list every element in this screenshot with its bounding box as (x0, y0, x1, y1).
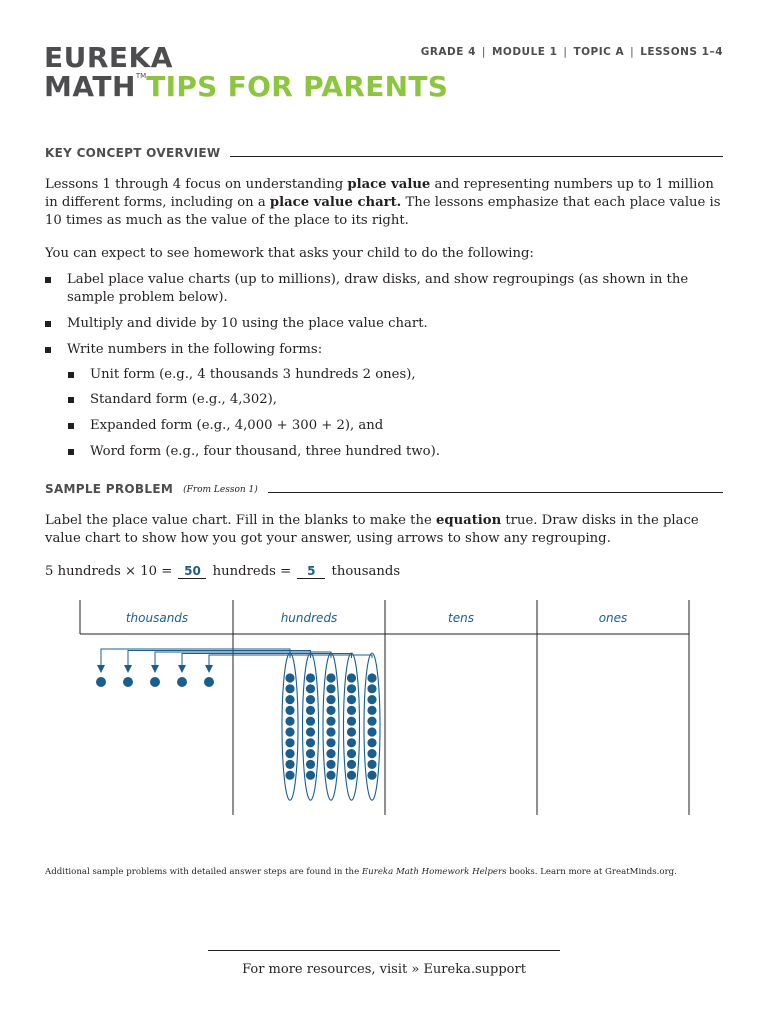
hundreds-disk (326, 706, 335, 715)
logo-math-text: MATH (44, 70, 136, 103)
logo-tagline: TIPS FOR PARENTS (146, 70, 449, 103)
hundreds-disk (367, 717, 376, 726)
thousands-disk (150, 677, 160, 687)
hundreds-disk (326, 673, 335, 682)
hundreds-disk (367, 727, 376, 736)
hundreds-disk (306, 695, 315, 704)
hundreds-disk (367, 706, 376, 715)
homework-intro: You can expect to see homework that asks your child to do the following: (45, 246, 534, 261)
text: true. Draw disks in the place value chart to show how you got your answer, using arrows to show any regrouping. (45, 513, 699, 546)
list-item-text: Word form (e.g., four thousand, three hundred two). (90, 444, 440, 459)
term-place-value: place value (347, 177, 431, 192)
text: Lessons 1 through 4 focus on understanding (45, 177, 348, 192)
hundreds-disk (347, 695, 356, 704)
hundreds-disk (285, 727, 294, 736)
hundreds-disk (306, 706, 315, 715)
hundreds-disk (326, 749, 335, 758)
column-header-tens: tens (448, 611, 474, 625)
list-item-text: Standard form (e.g., 4,302), (90, 392, 278, 407)
hundreds-disk (285, 684, 294, 693)
hundreds-disk (347, 760, 356, 769)
hundreds-disk (285, 760, 294, 769)
hundreds-disk (367, 684, 376, 693)
equation-text: hundreds = (208, 564, 296, 579)
column-header-thousands: thousands (125, 611, 189, 625)
hundreds-disk (347, 717, 356, 726)
list-item-text: Write numbers in the following forms: (67, 342, 323, 357)
list-item-text: Expanded form (e.g., 4,000 + 300 + 2), and (90, 418, 384, 433)
answer-blank-thousands: 5 (297, 564, 325, 579)
hundreds-disk (326, 717, 335, 726)
list-item-text: Unit form (e.g., 4 thousands 3 hundreds 2 ones), (90, 367, 416, 382)
footer-rule (208, 950, 560, 951)
hundreds-disk (367, 760, 376, 769)
hundreds-disk (347, 749, 356, 758)
term-place-value-chart: place value chart. (269, 195, 402, 210)
hundreds-disk (326, 738, 335, 747)
hundreds-disk (347, 738, 356, 747)
logo-trademark: TM (135, 72, 147, 80)
topic-label: TOPIC A (573, 46, 625, 58)
separator: | (563, 46, 568, 58)
hundreds-disk (285, 673, 294, 682)
thousands-disk (204, 677, 214, 687)
hundreds-disk (306, 760, 315, 769)
hundreds-disk (285, 771, 294, 780)
hundreds-disk (285, 717, 294, 726)
hundreds-disk (306, 749, 315, 758)
text: The lessons emphasize that each place value is 10 times as much as the value of the place to its right. (45, 195, 721, 228)
hundreds-disk (326, 684, 335, 693)
text: Label the place value chart. Fill in the blanks to make the (45, 513, 436, 528)
footnote (45, 867, 677, 877)
hundreds-disk (306, 673, 315, 682)
footnote-text: Additional sample problems with detailed answer steps are found in the (45, 867, 362, 877)
module-label: MODULE 1 (491, 46, 558, 58)
hundreds-disk (367, 771, 376, 780)
list-item-text: Multiply and divide by 10 using the place value chart. (67, 316, 428, 331)
chart-marks (96, 649, 380, 800)
sample-problem-heading-text: SAMPLE PROBLEM (45, 482, 174, 496)
thousands-disk (123, 677, 133, 687)
equation-text: 5 hundreds × 10 = (45, 564, 177, 579)
separator: | (630, 46, 635, 58)
footer (0, 962, 768, 977)
footer-arrow-icon: » (411, 962, 420, 977)
hundreds-disk (367, 749, 376, 758)
hundreds-disk (326, 760, 335, 769)
lessons-label: LESSONS 1–4 (640, 46, 723, 58)
hundreds-disk (347, 673, 356, 682)
footer-text: For more resources, visit (242, 962, 412, 977)
hundreds-disk (285, 749, 294, 758)
column-header-ones: ones (598, 611, 628, 625)
hundreds-disk (306, 771, 315, 780)
hundreds-disk (306, 727, 315, 736)
hundreds-disk (347, 684, 356, 693)
hundreds-disk (367, 695, 376, 704)
hundreds-disk (367, 738, 376, 747)
hundreds-disk (285, 738, 294, 747)
hundreds-disk (326, 771, 335, 780)
hundreds-disk (347, 706, 356, 715)
footnote-text: books. Learn more at GreatMinds.org. (506, 867, 677, 877)
separator: | (481, 46, 486, 58)
hundreds-disk (306, 717, 315, 726)
hundreds-disk (347, 727, 356, 736)
logo-eureka-text: EUREKA (44, 41, 173, 74)
hundreds-disk (347, 771, 356, 780)
key-concept-heading-text: KEY CONCEPT OVERVIEW (45, 146, 221, 160)
hundreds-disk (306, 738, 315, 747)
sample-problem-source: (From Lesson 1) (183, 485, 258, 495)
hundreds-disk (285, 695, 294, 704)
footnote-book-title: Eureka Math Homework Helpers (361, 867, 507, 877)
list-item-text: Label place value charts (up to millions), draw disks, and show regroupings (as shown in the sample problem below). (67, 272, 689, 305)
text: and representing numbers up to 1 million in different forms, including on a (45, 177, 714, 210)
thousands-disk (177, 677, 187, 687)
equation-text: thousands (327, 564, 401, 579)
hundreds-disk (367, 673, 376, 682)
term-equation: equation (435, 513, 502, 528)
answer-blank-hundreds: 50 (178, 564, 206, 579)
hundreds-disk (326, 727, 335, 736)
hundreds-disk (285, 706, 294, 715)
grade-label: GRADE 4 (420, 46, 476, 58)
footer-link[interactable]: Eureka.support (419, 962, 526, 977)
hundreds-disk (326, 695, 335, 704)
hundreds-disk (306, 684, 315, 693)
thousands-disk (96, 677, 106, 687)
column-header-hundreds: hundreds (280, 611, 338, 625)
